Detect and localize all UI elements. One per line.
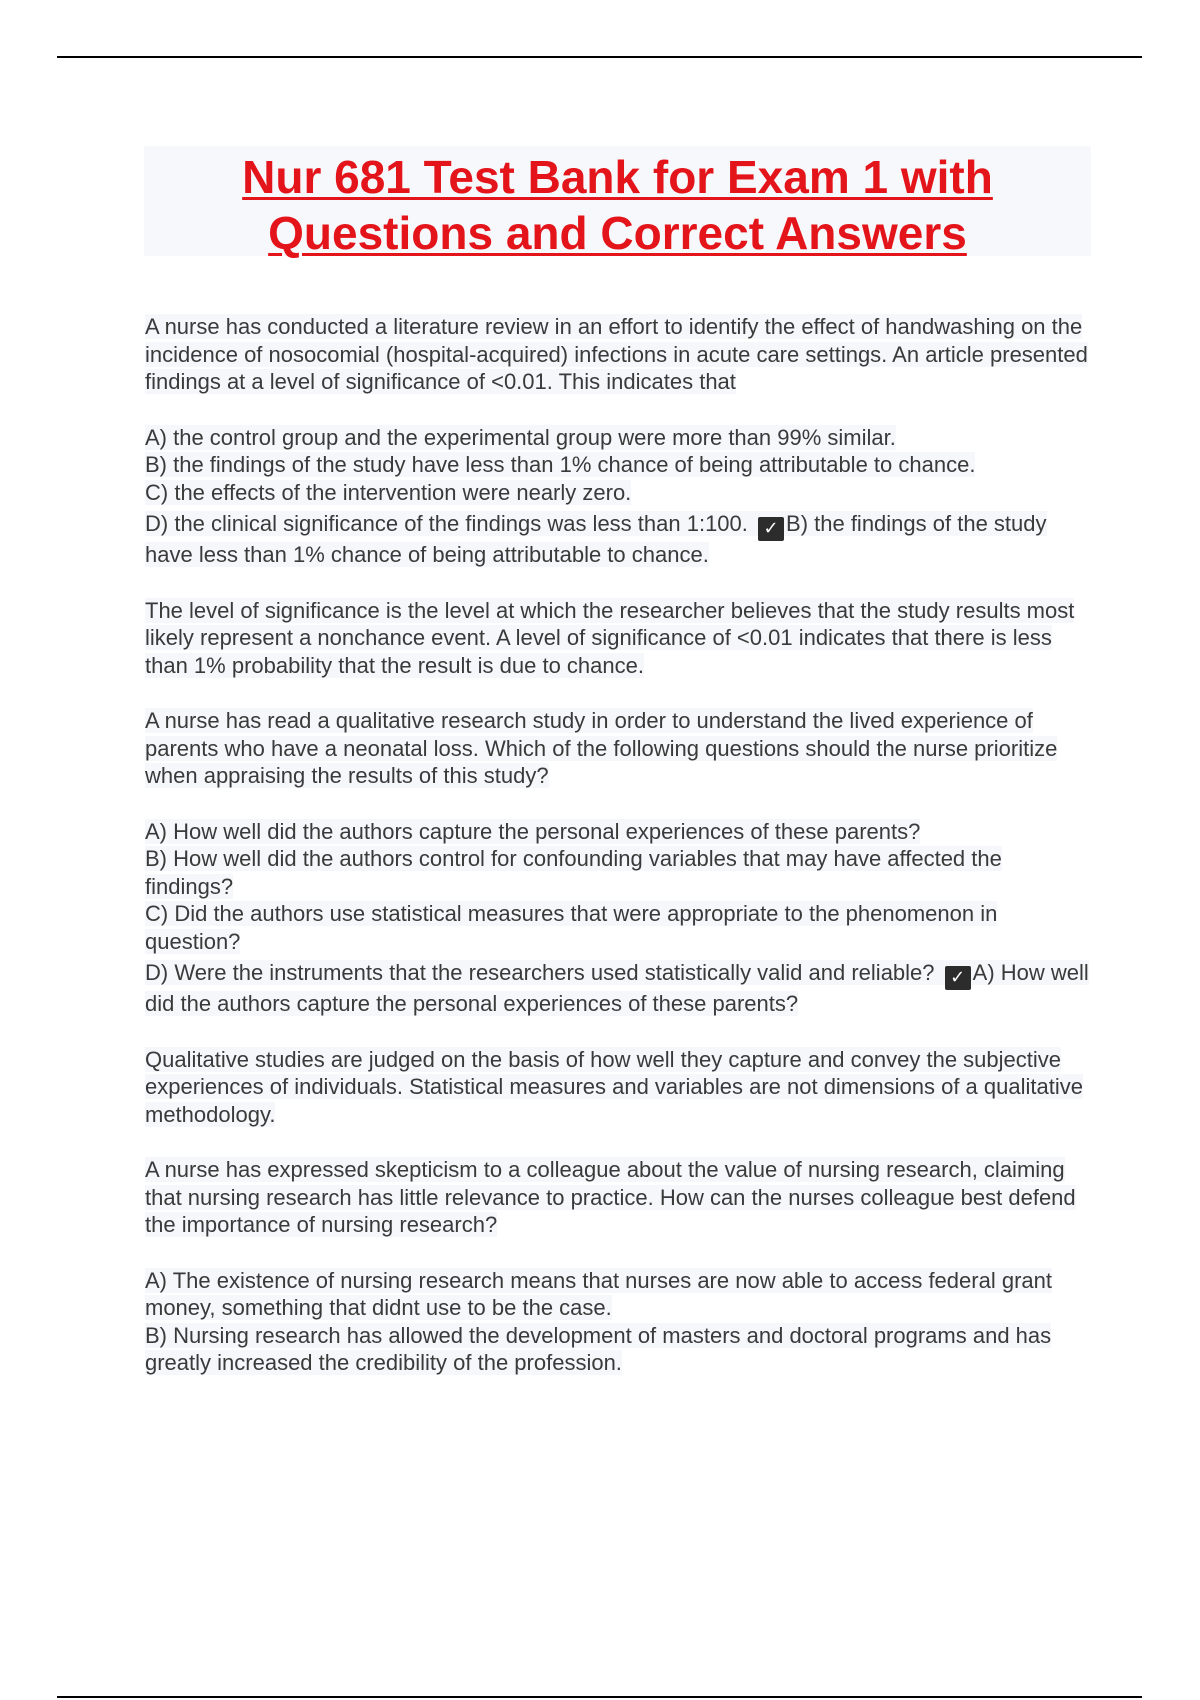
question-2-option-d: D) Were the instruments that the researchers used statistically valid and reliable? (145, 960, 935, 985)
title-line-1: Nur 681 Test Bank for Exam 1 with (242, 151, 993, 203)
question-1-answer: B) the findings of the study have less than 1% chance of being attributable to chance. (145, 511, 1047, 567)
question-2-stem: A nurse has read a qualitative research study in order to understand the lived experience of parents who have a neonatal loss. Which of the following questions should the nurse prioritize when appraising the results of this study? (145, 708, 1058, 788)
question-3-option-b: B) Nursing research has allowed the development of masters and doctoral programs and has greatly increased the credibility of the profession. (145, 1322, 1052, 1375)
checkmark-icon: ✓ (758, 517, 784, 541)
question-2-option-b: B) How well did the authors control for confounding variables that may have affected the findings? (145, 846, 1002, 899)
question-1-option-c: C) the effects of the intervention were nearly zero. (145, 479, 632, 505)
checkmark-icon: ✓ (945, 966, 971, 990)
question-1-rationale: The level of significance is the level at which the researcher believes that the study results most likely represent a nonchance event. A level of significance of <0.01 indicates that there is less than 1% probability that the result is due to chance. (145, 597, 1075, 678)
question-1-stem: A nurse has conducted a literature review in an effort to identify the effect of handwashing on the incidence of nosocomial (hospital-acquired) infections in acute care settings. An article presented findings at a level of significance of <0.01. This indicates that (145, 314, 1088, 394)
document-body (145, 313, 1095, 1377)
question-2-option-a: A) How well did the authors capture the personal experiences of these parents? (145, 818, 921, 844)
question-3-option-a: A) The existence of nursing research means that nurses are now able to access federal grant money, something that didnt use to be the case. (145, 1267, 1052, 1320)
question-2-option-c: C) Did the authors use statistical measures that were appropriate to the phenomenon in question? (145, 901, 998, 954)
title-line-2: Questions and Correct Answers (268, 207, 967, 259)
question-3-stem: A nurse has expressed skepticism to a colleague about the value of nursing research, claiming that nursing research has little relevance to practice. How can the nurses colleague best defend the importance of nursing research? (145, 1157, 1076, 1237)
top-rule (57, 56, 1142, 58)
question-1-option-d-answer (145, 510, 1095, 569)
title-banner (144, 146, 1091, 259)
question-2-option-d-answer (145, 959, 1095, 1018)
document-title (144, 146, 1091, 261)
question-1-option-a: A) the control group and the experimental group were more than 99% similar. (145, 424, 896, 450)
question-2-answer: A) How well did the authors capture the personal experiences of these parents? (145, 960, 1089, 1016)
question-2-rationale: Qualitative studies are judged on the basis of how well they capture and convey the subjective experiences of individuals. Statistical measures and variables are not dimensions of a qualitative methodology. (145, 1046, 1083, 1127)
question-1-option-b: B) the findings of the study have less than 1% chance of being attributable to chance. (145, 452, 976, 477)
question-1-option-d: D) the clinical significance of the findings was less than 1:100. (145, 511, 748, 536)
bottom-rule (57, 1696, 1142, 1698)
